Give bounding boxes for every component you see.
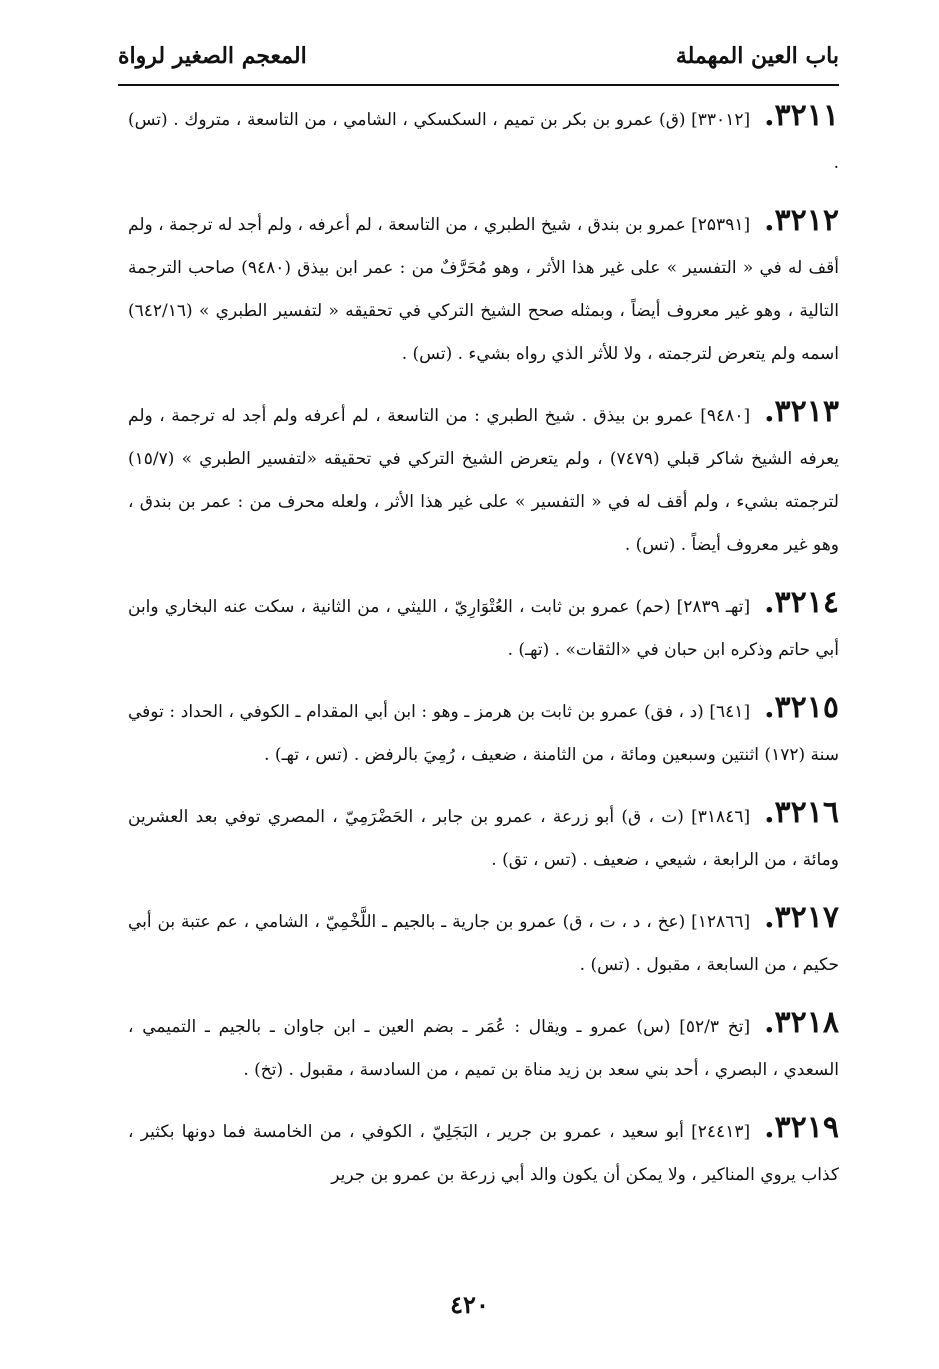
entry-text: [۳۱۸٤٦] (ت ، ق) أبو زرعة ، عمرو بن جابر ، الحَضْرَمِيّ ، المصري توفي بعد العشرين ومائة ، من الرابعة ، شيعي ، ضعيف . (تس ، تق) . — [128, 807, 839, 870]
entry-3218 — [128, 1001, 839, 1092]
entry-3215 — [128, 686, 839, 777]
entries-list — [128, 94, 839, 1211]
entry-3217 — [128, 896, 839, 987]
header-chapter-title: باب العين المهملة — [675, 43, 839, 69]
entry-number: ۳۲۱۱. — [764, 98, 839, 133]
header-rule — [118, 84, 839, 86]
entry-text: [تخ ٥٢/٣] (س) عمرو ـ ويقال : عُمَر ـ بضم العين ـ ابن جاوان ـ بالجيم ـ التميمي ، السعدي ، البصري ، أحد بني سعد بن زيد مناة بن تميم ، من السادسة ، مقبول . (تخ) . — [128, 1017, 839, 1080]
entry-text: [۹٤۸۰] عمرو بن بيذق . شيخ الطبري : من التاسعة ، لم أعرفه ولم أجد له ترجمة ، ولم يعرفه الشيخ شاكر قبلي (۷٤۷۹) ، ولم يتعرض الشيخ التركي في تحقيقه «لتفسير الطبري » (١٥/٧) لترجمته بشيء ، ولم أقف له في « التفسير » على غير هذا الأثر ، ولعله محرف من : عمر بن بندق ، وهو غير معروف أيضاً . (تس) . — [128, 406, 839, 555]
entry-text: [۲٤٤۱۳] أبو سعيد ، عمرو بن جرير ، البَجَلِيّ ، الكوفي ، من الخامسة فما دونها بكثير ، كذاب يروي المناكير ، ولا يمكن أن يكون والد أبي زرعة بن عمرو بن جرير — [128, 1122, 839, 1185]
entry-3216 — [128, 791, 839, 882]
entry-number: ۳۲۱٦. — [764, 795, 839, 830]
header-book-title: المعجم الصغير لرواة — [118, 43, 307, 69]
entry-3212 — [128, 199, 839, 376]
entry-number: ۳۲۱۳. — [764, 394, 839, 429]
page-number: ٤٢٠ — [450, 1290, 489, 1319]
running-header — [118, 34, 839, 78]
entry-number: ۳۲۱۲. — [764, 203, 839, 238]
entry-3219 — [128, 1106, 839, 1197]
entry-number: ۳۲۱۹. — [764, 1110, 839, 1145]
entry-3213 — [128, 390, 839, 567]
entry-number: ۳۲۱۷. — [764, 900, 839, 935]
entry-text: [۲۵۳۹۱] عمرو بن بندق ، شيخ الطبري ، من التاسعة ، لم أعرفه ، ولم أجد له ترجمة ، ولم أقف له في « التفسير » على غير هذا الأثر ، وهو مُحَرَّفٌ من : عمر ابن بيذق (۹٤۸۰) صاحب الترجمة التالية ، وهو غير معروف أيضاً ، وبمثله صحح الشيخ التركي في تحقيقه « لتفسير الطبري » (٦٤٢/١٦) اسمه ولم يتعرض لترجمته ، ولا للأثر الذي رواه بشيء . (تس) . — [128, 215, 839, 364]
entry-number: ۳۲۱٤. — [764, 585, 839, 620]
entry-number: ۳۲۱٥. — [764, 690, 839, 725]
entry-number: ۳۲۱۸. — [764, 1005, 839, 1040]
entry-text: [۳۳۰۱۲] (ق) عمرو بن بكر بن تميم ، السكسكي ، الشامي ، من التاسعة ، متروك . (تس) . — [128, 110, 839, 173]
entry-text: [۱۲۸٦٦] (عخ ، د ، ت ، ق) عمرو بن جارية ـ بالجيم ـ اللَّخْمِيّ ، الشامي ، عم عتبة بن أبي حكيم ، من السابعة ، مقبول . (تس) . — [128, 912, 839, 975]
entry-text: [٦٤١] (د ، فق) عمرو بن ثابت بن هرمز ـ وهو : ابن أبي المقدام ـ الكوفي ، الحداد : توفي سنة (۱۷۲) اثنتين وسبعين ومائة ، من الثامنة ، ضعيف ، رُمِيَ بالرفض . (تس ، تهـ) . — [128, 702, 839, 765]
entry-3211 — [128, 94, 839, 185]
entry-3214 — [128, 581, 839, 672]
entry-text: [تهـ ۲۸۳۹] (حم) عمرو بن ثابت ، العُتْوَارِيّ ، الليثي ، من الثانية ، سكت عنه البخاري وابن أبي حاتم وذكره ابن حبان في «الثقات» . (تهـ) . — [128, 597, 839, 660]
